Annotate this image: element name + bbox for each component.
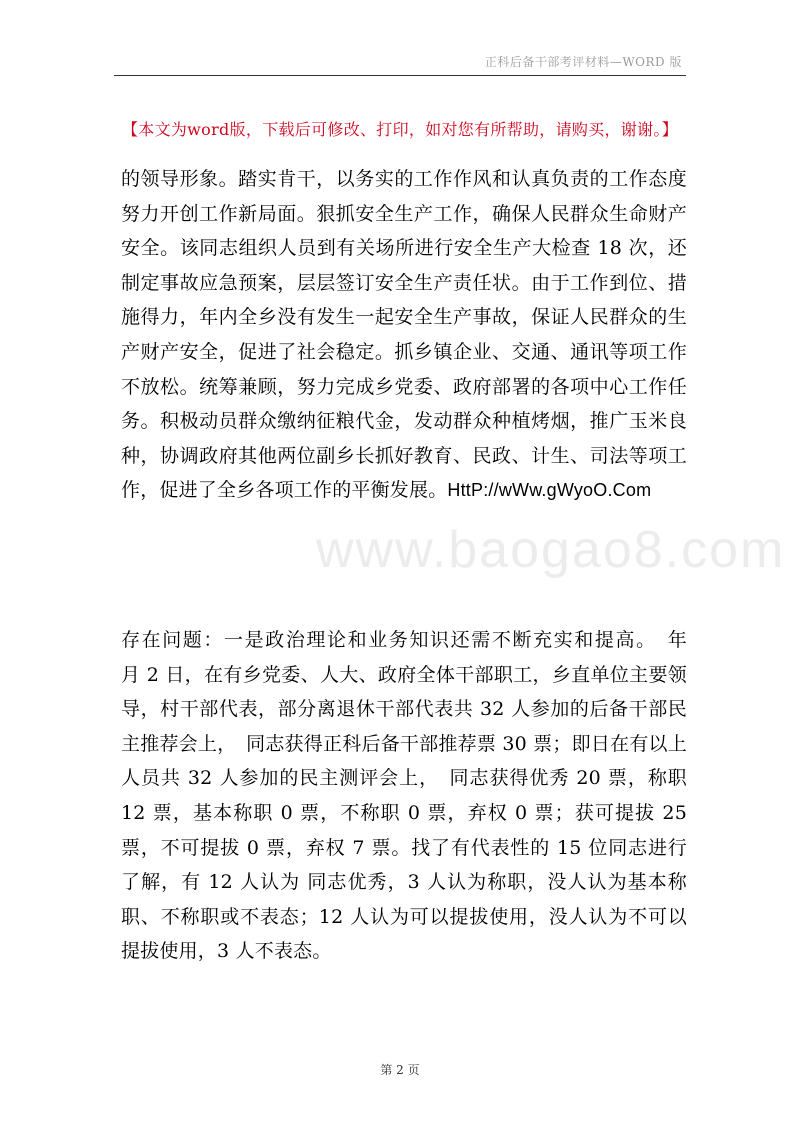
document-header-title: 正科后备干部考评材料—WORD 版 <box>484 55 682 69</box>
body-paragraph-1 <box>121 162 687 508</box>
inline-url-text: HttP://wWw.gWyoO.Com <box>447 480 652 501</box>
header-divider <box>114 75 686 76</box>
body-paragraph-2: 存在问题：一是政治理论和业务知识还需不断充实和提高。 年 月 2 日，在有乡党委、人大、政府全体干部职工，乡直单位主要领导，村干部代表，部分离退休干部代表共 32 人参加的后备干部民主推荐会上， 同志获得正科后备干部推荐票 30 票；即日在有以上人员共 32 人参加的民主测评会上， 同志获得优秀 20 票，称职 12 票，基本称职 0 票，不称职 0 票，弃权 0 票；获可提拔 25 票，不可提拔 0 票，弃权 7 票。找了有代表性的 15 位同志进行了解，有 12 人认为 同志优秀，3 人认为称职，没人认为基本称职、不称职或不表态；12 人认为可以提拔使用，没人认为不可以提拔使用，3 人不表态。 <box>121 629 707 963</box>
paragraph-1-text: 的领导形象。踏实肯干，以务实的工作作风和认真负责的工作态度努力开创工作新局面。狠抓安全生产工作，确保人民群众生命财产安全。该同志组织人员到有关场所进行安全生产大检查 18 次，还制定事故应急预案，层层签订安全生产责任状。由于工作到位、措施得力，年内全乡没有发生一起安全生产事故，保证人民群众的生产财产安全，促进了社会稳定。抓乡镇企业、交通、通讯等项工作不放松。统筹兼顾，努力完成乡党委、政府部署的各项中心工作任务。积极动员群众缴纳征粮代金，发动群众种植烤烟，推广玉米良种，协调政府其他两位副乡长抓好教育、民政、计生、司法等项工作，促进了全乡各项工作的平衡发展。 <box>121 168 687 502</box>
download-notice: 【本文为word版，下载后可修改、打印，如对您有所帮助，请购买，谢谢。】 <box>121 120 679 139</box>
page-number: 第 2 页 <box>380 1063 420 1077</box>
watermark-text: www.baogao8.com <box>316 521 786 579</box>
